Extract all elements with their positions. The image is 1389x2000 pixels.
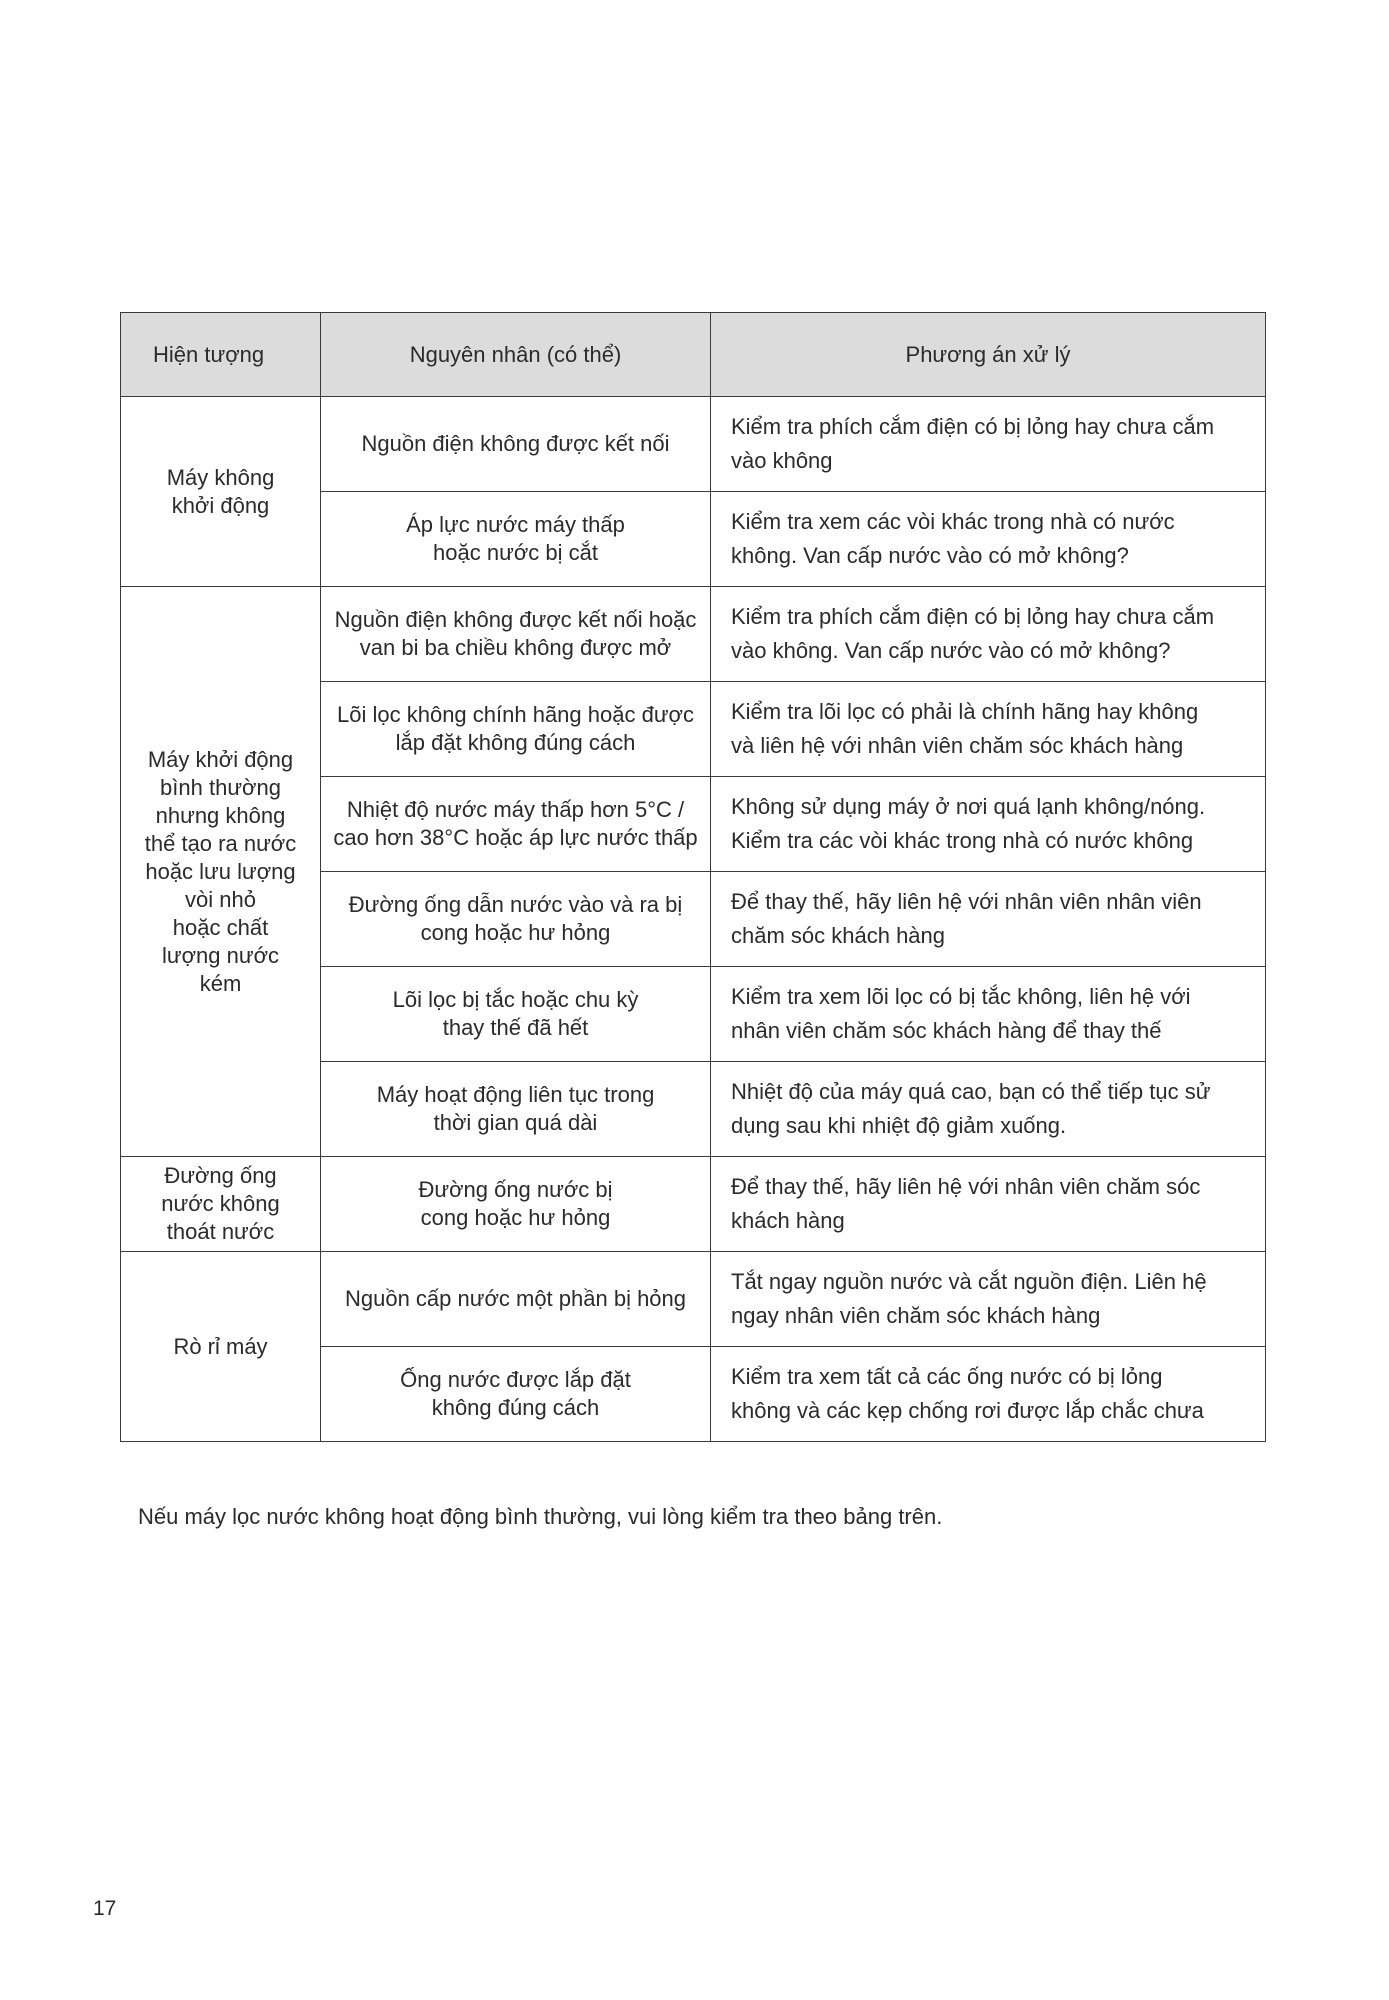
symptom-cell-line: khởi động — [171, 492, 270, 518]
symptom-cell-line: hoặc chất — [172, 914, 269, 940]
header-symptom: Hiện tượng — [121, 313, 321, 397]
solution-cell-line: Kiểm tra xem lõi lọc có bị tắc không, liên hệ với — [731, 984, 1191, 1009]
solution-cell — [711, 1157, 1266, 1252]
cause-cell — [321, 872, 711, 967]
table-row — [121, 587, 1266, 682]
cause-cell-line: thời gian quá dài — [433, 1110, 598, 1135]
cause-cell-line: hoặc nước bị cắt — [433, 540, 598, 565]
solution-cell-line: Để thay thế, hãy liên hệ với nhân viên chăm sóc — [731, 1174, 1201, 1199]
cause-cell — [321, 967, 711, 1062]
cause-cell-line: van bi ba chiều không được mở — [359, 635, 672, 660]
symptom-cell-line: nhưng không — [155, 802, 286, 828]
solution-cell-line: Để thay thế, hãy liên hệ với nhân viên nhân viên — [731, 889, 1202, 914]
symptom-cell-line: Đường ống — [164, 1163, 277, 1188]
solution-cell-line: vào không — [731, 448, 833, 473]
symptom-cell — [121, 397, 321, 587]
cause-cell-line: Đường ống dẫn nước vào và ra bị — [348, 892, 683, 917]
solution-cell — [711, 397, 1266, 492]
solution-cell — [711, 1062, 1266, 1157]
cause-cell-line: lắp đặt không đúng cách — [395, 730, 636, 755]
symptom-cell-line: lượng nước — [161, 942, 279, 968]
solution-cell-line: không và các kẹp chống rơi được lắp chắc chưa — [731, 1398, 1204, 1423]
symptom-cell-line: thoát nước — [166, 1219, 275, 1244]
solution-cell-line: Không sử dụng máy ở nơi quá lạnh không/nóng. — [731, 794, 1206, 819]
table-row — [121, 397, 1266, 492]
header-cause: Nguyên nhân (có thể) — [321, 313, 711, 397]
solution-cell-line: vào không. Van cấp nước vào có mở không? — [731, 638, 1171, 663]
solution-cell-line: Kiểm tra xem tất cả các ống nước có bị lỏng — [731, 1364, 1163, 1389]
cause-cell-line: Ống nước được lắp đặt — [400, 1367, 631, 1392]
symptom-cell — [121, 1157, 321, 1252]
symptom-cell-line: hoặc lưu lượng — [145, 858, 296, 884]
solution-cell — [711, 872, 1266, 967]
symptom-cell-line: vòi nhỏ — [185, 886, 256, 912]
table-row — [121, 1157, 1266, 1252]
symptom-cell — [121, 587, 321, 1157]
solution-cell-line: ngay nhân viên chăm sóc khách hàng — [731, 1303, 1101, 1328]
solution-cell — [711, 587, 1266, 682]
symptom-cell-line: thể tạo ra nước — [144, 830, 297, 856]
solution-cell-line: chăm sóc khách hàng — [731, 923, 946, 948]
cause-cell — [321, 397, 711, 492]
cause-cell-line: Đường ống nước bị — [418, 1177, 613, 1202]
cause-cell-line: không đúng cách — [431, 1395, 600, 1420]
table-header-row — [121, 313, 1266, 397]
solution-cell-line: Tắt ngay nguồn nước và cắt nguồn điện. Liên hệ — [731, 1269, 1207, 1294]
cause-cell-line: Nguồn điện không được kết nối — [361, 431, 670, 456]
symptom-cell-line: kém — [199, 970, 242, 996]
cause-cell-line: Nguồn điện không được kết nối hoặc — [334, 607, 697, 632]
solution-cell-line: Kiểm tra phích cắm điện có bị lỏng hay chưa cắm — [731, 604, 1215, 629]
cause-cell — [321, 1252, 711, 1347]
cause-cell — [321, 777, 711, 872]
table-row — [121, 1252, 1266, 1347]
solution-cell-line: và liên hệ với nhân viên chăm sóc khách hàng — [731, 733, 1184, 758]
solution-cell — [711, 1347, 1266, 1442]
page-number: 17 — [93, 1897, 117, 1920]
solution-cell — [711, 492, 1266, 587]
solution-cell — [711, 777, 1266, 872]
symptom-cell-line: Máy không — [166, 464, 275, 490]
cause-cell — [321, 492, 711, 587]
solution-cell-line: Nhiệt độ của máy quá cao, bạn có thể tiếp tục sử — [731, 1079, 1211, 1104]
symptom-cell-line: nước không — [161, 1191, 280, 1216]
cause-cell-line: cao hơn 38°C hoặc áp lực nước thấp — [333, 825, 698, 850]
symptom-cell-line: bình thường — [160, 774, 281, 800]
symptom-cell — [121, 1252, 321, 1442]
cause-cell — [321, 1157, 711, 1252]
solution-cell — [711, 682, 1266, 777]
solution-cell-line: Kiểm tra lõi lọc có phải là chính hãng hay không — [731, 699, 1199, 724]
cause-cell-line: Lõi lọc bị tắc hoặc chu kỳ — [392, 987, 639, 1012]
cause-cell-line: Nhiệt độ nước máy thấp hơn 5°C / — [346, 797, 685, 822]
header-solution: Phương án xử lý — [711, 313, 1266, 397]
cause-cell-line: Lõi lọc không chính hãng hoặc được — [337, 702, 694, 727]
solution-cell-line: khách hàng — [731, 1208, 845, 1233]
solution-cell — [711, 1252, 1266, 1347]
cause-cell-line: thay thế đã hết — [442, 1015, 589, 1040]
solution-cell-line: Kiểm tra xem các vòi khác trong nhà có nước — [731, 509, 1175, 534]
cause-cell — [321, 1062, 711, 1157]
cause-cell — [321, 587, 711, 682]
cause-cell — [321, 682, 711, 777]
troubleshooting-table — [120, 312, 1266, 1442]
solution-cell-line: Kiểm tra các vòi khác trong nhà có nước không — [731, 828, 1194, 853]
symptom-cell-line: Rò rỉ máy — [173, 1333, 268, 1359]
cause-cell-line: Nguồn cấp nước một phần bị hỏng — [344, 1286, 687, 1311]
cause-cell-line: Áp lực nước máy thấp — [406, 512, 625, 537]
symptom-cell-line: Máy khởi động — [147, 746, 294, 772]
cause-cell-line: cong hoặc hư hỏng — [420, 1205, 611, 1230]
footnote-text: Nếu máy lọc nước không hoạt động bình thường, vui lòng kiểm tra theo bảng trên. — [138, 1504, 943, 1529]
cause-cell — [321, 1347, 711, 1442]
solution-cell-line: dụng sau khi nhiệt độ giảm xuống. — [731, 1113, 1067, 1138]
cause-cell-line: cong hoặc hư hỏng — [420, 920, 611, 945]
solution-cell-line: không. Van cấp nước vào có mở không? — [731, 543, 1129, 568]
table-body — [121, 397, 1266, 1442]
solution-cell — [711, 967, 1266, 1062]
cause-cell-line: Máy hoạt động liên tục trong — [376, 1082, 655, 1107]
solution-cell-line: nhân viên chăm sóc khách hàng để thay thế — [731, 1018, 1162, 1043]
solution-cell-line: Kiểm tra phích cắm điện có bị lỏng hay chưa cắm — [731, 414, 1215, 439]
